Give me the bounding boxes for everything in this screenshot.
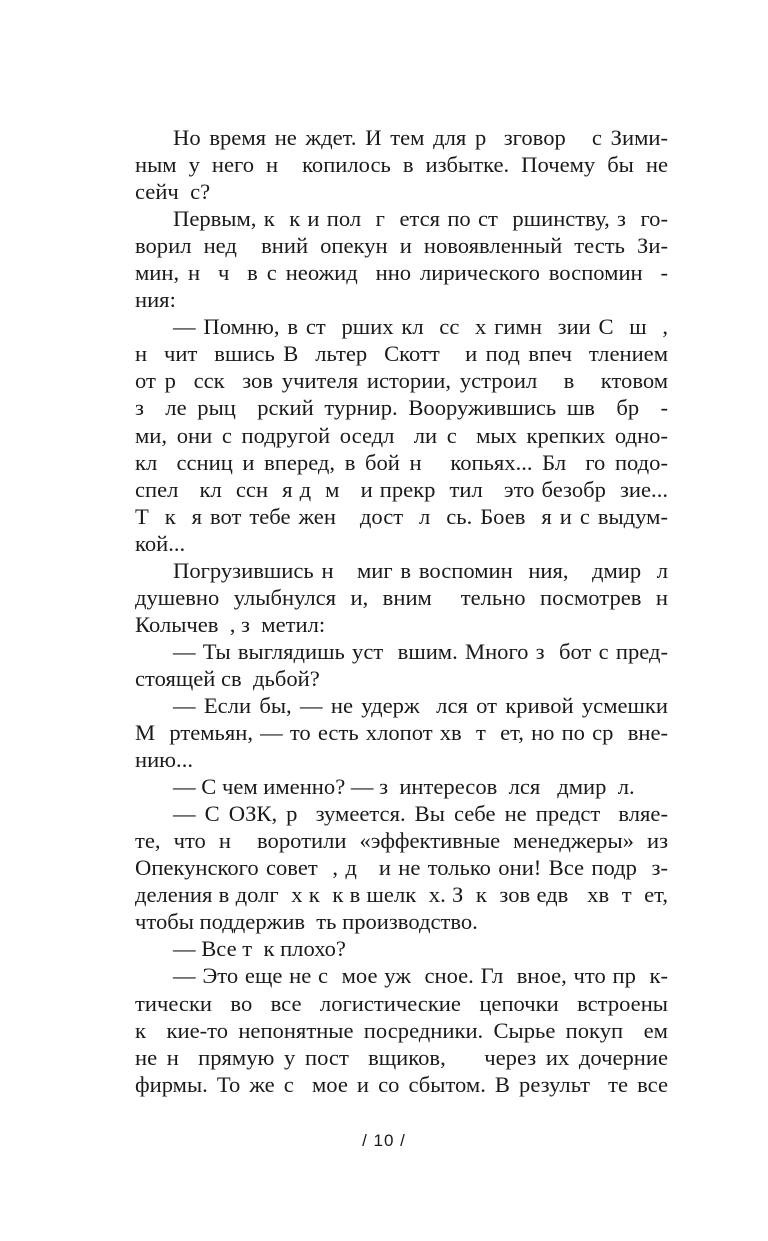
text-line: ми, они с подругой оседл ли с мых крепких одно-: [135, 422, 668, 448]
text-line: ния:: [135, 287, 176, 313]
text-line: Погрузившись н миг в воспомин ния, дмир л: [173, 557, 668, 583]
text-line: Опекунского совет , д и не только они! Все подр з-: [135, 855, 668, 881]
text-line: — Если бы, — не удерж лся от кривой усмешки: [173, 692, 668, 718]
text-line: з ле рыц рский турнир. Вооружившись шв бр -: [135, 395, 668, 421]
text-line: сейч с?: [135, 179, 211, 205]
text-line: — Все т к плохо?: [173, 936, 346, 962]
text-line: те, что н воротили «эффективные менеджеры» из: [135, 828, 668, 854]
text-line: не н прямую у пост вщиков, через их дочерние: [135, 1044, 668, 1070]
text-line: Но время не ждет. И тем для р зговор с Зими-: [173, 125, 668, 150]
text-line: нию...: [135, 747, 194, 773]
text-line: тически во все логистические цепочки встроены: [135, 990, 668, 1016]
text-line: спел кл ссн я д м и прекр тил это безобр зие...: [135, 476, 668, 502]
text-line: — С ОЗК, р зумеется. Вы себе не предст вляе-: [173, 801, 668, 827]
text-line: от р сск зов учителя истории, устроил в ктовом: [135, 368, 668, 394]
text-line: Колычев , з метил:: [135, 611, 326, 637]
text-line: Первым, к к и пол г ется по ст ршинству, з го-: [173, 206, 668, 232]
text-line: кой...: [135, 530, 186, 556]
text-line: н чит вшись В льтер Скотт и под впеч тлением: [135, 341, 668, 367]
text-line: мин, н ч в с неожид нно лирического воспомин -: [135, 260, 668, 286]
text-line: фирмы. То же с мое и со сбытом. В результ те все: [135, 1071, 668, 1097]
text-line: деления в долг х к к в шелк х. З к зов едв хв т ет,: [135, 882, 668, 908]
text-line: душевно улыбнулся и, вним тельно посмотрев н: [135, 584, 668, 610]
text-line: ворил нед вний опекун и новоявленный тесть Зи-: [135, 233, 668, 259]
page-number: / 10 /: [362, 1131, 406, 1150]
text-line: к кие-то непонятные посредники. Сырье покуп ем: [135, 1017, 668, 1043]
text-line: чтобы поддержив ть производство.: [135, 909, 478, 935]
text-line: ным у него н копилось в избытке. Почему бы не: [135, 152, 668, 178]
text-line: — Помню, в ст рших кл сс х гимн зии С ш ,: [173, 314, 668, 340]
text-line: — Ты выглядишь уст вшим. Много з бот с пред-: [173, 638, 668, 664]
text-line: — Это еще не с мое уж сное. Гл вное, что пр к-: [173, 963, 668, 989]
text-line: — С чем именно? — з интересов лся дмир л.: [173, 774, 635, 800]
text-line: М ртемьян, — то есть хлопот хв т ет, но по ср вне-: [135, 720, 668, 746]
text-line: Т к я вот тебе жен дост л сь. Боев я и с выдум-: [135, 503, 668, 529]
text-line: стоящей св дьбой?: [135, 665, 320, 691]
text-line: кл ссниц и вперед, в бой н копьях... Бл го подо-: [135, 449, 668, 475]
body-text: [135, 124, 668, 1098]
